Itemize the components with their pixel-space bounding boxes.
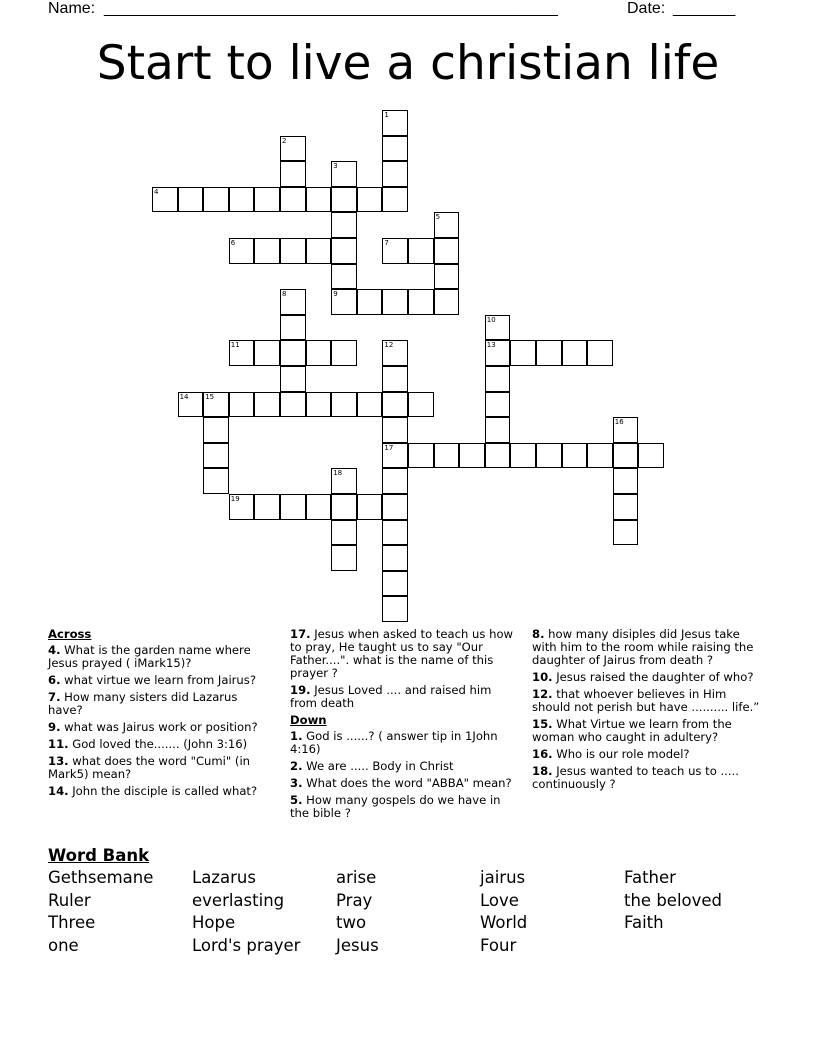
crossword-cell[interactable] xyxy=(434,443,460,469)
crossword-cell[interactable] xyxy=(331,289,357,315)
crossword-cell[interactable] xyxy=(485,417,511,443)
cell-number: 19 xyxy=(230,495,240,503)
crossword-cell[interactable] xyxy=(562,443,588,469)
clue-down-10: 10. Jesus raised the daughter of who? xyxy=(532,670,754,684)
clue-down-5: 5. How many gospels do we have in the bible ? xyxy=(290,793,501,820)
cell-number: 18 xyxy=(333,469,343,478)
crossword-cell[interactable] xyxy=(331,520,357,546)
word-bank-word: Lazarus xyxy=(192,868,256,887)
clues-column-1 xyxy=(48,628,273,802)
crossword-cell[interactable] xyxy=(382,136,408,162)
crossword-cell[interactable] xyxy=(331,212,357,238)
cell-number: 8 xyxy=(282,290,287,299)
crossword-cell[interactable] xyxy=(254,238,280,264)
crossword-cell[interactable] xyxy=(357,494,383,520)
crossword-cell[interactable] xyxy=(613,494,639,520)
word-bank-list xyxy=(48,868,768,956)
cell-number: 12 xyxy=(384,341,394,350)
crossword-cell[interactable] xyxy=(382,366,408,392)
crossword-cell[interactable] xyxy=(382,494,408,520)
cell-number: 6 xyxy=(230,239,236,247)
clue-down-1: 1. God is ......? ( answer tip in 1John 4:16) xyxy=(290,729,498,756)
crossword-cell[interactable] xyxy=(280,238,306,264)
crossword-cell[interactable] xyxy=(408,238,434,264)
word-bank-title: Word Bank xyxy=(48,846,150,865)
clue-across-6: 6. what virtue we learn from Jairus? xyxy=(48,673,256,687)
word-bank-word: Lord's prayer xyxy=(192,935,301,955)
crossword-cell[interactable] xyxy=(229,238,255,264)
crossword-cell[interactable] xyxy=(331,468,357,494)
crossword-cell[interactable] xyxy=(382,187,408,213)
crossword-cell[interactable] xyxy=(203,392,229,418)
cell-number: 11 xyxy=(230,341,240,350)
cell-number: 3 xyxy=(333,162,338,171)
crossword-cell[interactable] xyxy=(536,443,562,469)
crossword-cell[interactable] xyxy=(613,443,639,469)
clue-down-3: 3. What does the word "ABBA" mean? xyxy=(290,776,512,790)
cell-number: 5 xyxy=(435,213,441,222)
word-bank-word: Faith xyxy=(624,913,664,932)
crossword-cell[interactable] xyxy=(382,238,408,264)
down-heading: Down xyxy=(290,713,327,727)
crossword-cell[interactable] xyxy=(331,545,357,571)
crossword-cell[interactable] xyxy=(280,366,306,392)
crossword-cell[interactable] xyxy=(280,289,306,315)
crossword-cell[interactable] xyxy=(382,340,408,366)
crossword-cell[interactable] xyxy=(357,187,383,213)
cell-number: 17 xyxy=(384,443,394,452)
clue-across-11: 11. God loved the....... (John 3:16) xyxy=(48,737,248,751)
crossword-cell[interactable] xyxy=(203,443,229,469)
word-bank-word: Ruler xyxy=(48,890,91,910)
cell-number: 16 xyxy=(614,418,624,427)
cell-number: 9 xyxy=(333,290,338,299)
crossword-cell[interactable] xyxy=(485,340,511,366)
word-bank-word: Jesus xyxy=(336,935,379,955)
crossword-cell[interactable] xyxy=(485,315,511,341)
crossword-cell[interactable] xyxy=(587,443,613,469)
crossword-cell[interactable] xyxy=(382,110,408,136)
crossword-cell[interactable] xyxy=(306,238,332,264)
crossword-cell[interactable] xyxy=(408,443,434,469)
crossword-cell[interactable] xyxy=(331,494,357,520)
cell-number: 15 xyxy=(205,392,215,401)
crossword-cell[interactable] xyxy=(434,212,460,238)
page-title: Start to live a christian life xyxy=(96,36,720,91)
crossword-cell[interactable] xyxy=(587,340,613,366)
crossword-cell[interactable] xyxy=(485,443,511,469)
cell-number: 10 xyxy=(486,315,496,324)
crossword-cell[interactable] xyxy=(254,392,280,418)
crossword-cell[interactable] xyxy=(382,289,408,315)
cell-number: 4 xyxy=(154,187,159,196)
clue-across-14: 14. John the disciple is called what? xyxy=(48,784,258,798)
clue-across-13: 13. what does the word "Cumi" (in Mark5) mean? xyxy=(48,754,251,781)
clue-across-17: 17. Jesus when asked to teach us how to pray, He taught us to say "Our Father....". what is the name of this prayer ? xyxy=(290,627,514,680)
crossword-cell[interactable] xyxy=(382,161,408,187)
crossword-cell[interactable] xyxy=(408,392,434,418)
crossword-cell[interactable] xyxy=(510,340,536,366)
crossword-cell[interactable] xyxy=(254,187,280,213)
clues-column-3 xyxy=(532,628,762,795)
crossword-cell[interactable] xyxy=(613,417,639,443)
crossword-cell[interactable] xyxy=(306,187,332,213)
crossword-cell[interactable] xyxy=(152,187,178,213)
crossword-cell[interactable] xyxy=(459,443,485,469)
crossword-cell[interactable] xyxy=(203,187,229,213)
crossword-cell[interactable] xyxy=(382,596,408,622)
crossword-cell[interactable] xyxy=(485,366,511,392)
crossword-cell[interactable] xyxy=(357,289,383,315)
word-bank-word: Gethsemane xyxy=(48,868,154,887)
cell-number: 2 xyxy=(282,136,287,145)
word-bank-word: arise xyxy=(336,868,377,887)
word-bank-word: Love xyxy=(480,890,519,910)
crossword-cell[interactable] xyxy=(280,136,306,162)
crossword-cell[interactable] xyxy=(331,392,357,418)
crossword-cell[interactable] xyxy=(229,187,255,213)
clue-down-16: 16. Who is our role model? xyxy=(532,747,690,761)
clue-down-18: 18. Jesus wanted to teach us to ..... continuously ? xyxy=(532,764,739,791)
word-bank-word: jairus xyxy=(480,868,526,887)
crossword-cell[interactable] xyxy=(510,443,536,469)
crossword-cell[interactable] xyxy=(382,571,408,597)
clue-down-12: 12. that whoever believes in Him should not perish but have .......... life.” xyxy=(532,687,760,714)
word-bank-word: two xyxy=(336,913,367,932)
word-bank-word: everlasting xyxy=(192,890,285,910)
cell-number: 14 xyxy=(179,392,189,401)
crossword-cell[interactable] xyxy=(331,264,357,290)
crossword-cell[interactable] xyxy=(536,340,562,366)
crossword-cell[interactable] xyxy=(562,340,588,366)
crossword-cell[interactable] xyxy=(331,161,357,187)
crossword-cell[interactable] xyxy=(382,468,408,494)
word-bank-word: Hope xyxy=(192,913,236,932)
clue-across-7: 7. How many sisters did Lazarus have? xyxy=(48,690,238,717)
word-bank-word: the beloved xyxy=(624,890,723,910)
crossword-cell[interactable] xyxy=(434,238,460,264)
crossword-cell[interactable] xyxy=(280,187,306,213)
word-bank-word: one xyxy=(48,935,79,955)
cell-number: 13 xyxy=(486,341,496,350)
crossword-cell[interactable] xyxy=(357,392,383,418)
name-field[interactable]: ___________________________________________________ xyxy=(104,0,558,17)
crossword-cell[interactable] xyxy=(382,520,408,546)
word-bank xyxy=(48,846,768,956)
crossword-cell[interactable] xyxy=(280,392,306,418)
cell-number: 1 xyxy=(384,111,389,119)
crossword-cell[interactable] xyxy=(229,340,255,366)
crossword-cell[interactable] xyxy=(408,289,434,315)
crossword-cell[interactable] xyxy=(382,392,408,418)
crossword-cell[interactable] xyxy=(434,264,460,290)
crossword-cell[interactable] xyxy=(331,340,357,366)
crossword-cell[interactable] xyxy=(229,392,255,418)
crossword-cell[interactable] xyxy=(178,187,204,213)
clue-across-4: 4. What is the garden name where Jesus prayed ( iMark15)? xyxy=(48,643,251,670)
crossword-cell[interactable] xyxy=(613,520,639,546)
crossword-cell[interactable] xyxy=(178,392,204,418)
crossword-cell[interactable] xyxy=(306,392,332,418)
date-label: Date: xyxy=(627,0,666,17)
crossword-cell[interactable] xyxy=(306,340,332,366)
clue-down-2: 2. We are ..... Body in Christ xyxy=(290,759,454,773)
crossword-cell[interactable] xyxy=(280,494,306,520)
across-heading: Across xyxy=(48,627,92,641)
crossword-cell[interactable] xyxy=(331,187,357,213)
cell-number: 7 xyxy=(384,239,389,247)
name-label: Name: xyxy=(48,0,96,17)
clue-across-19: 19. Jesus Loved .... and raised him from death xyxy=(290,683,492,710)
word-bank-word: Four xyxy=(480,935,517,955)
crossword-cell[interactable] xyxy=(485,392,511,418)
crossword-cell[interactable] xyxy=(280,315,306,341)
crossword-cell[interactable] xyxy=(638,443,664,469)
crossword-cell[interactable] xyxy=(613,468,639,494)
crossword-cell[interactable] xyxy=(203,468,229,494)
crossword-cell[interactable] xyxy=(331,238,357,264)
crossword-cell[interactable] xyxy=(382,417,408,443)
crossword-cell[interactable] xyxy=(306,494,332,520)
crossword-cell[interactable] xyxy=(280,161,306,187)
crossword-cell[interactable] xyxy=(434,289,460,315)
word-bank-word: World xyxy=(480,913,528,932)
crossword-cell[interactable] xyxy=(382,545,408,571)
crossword-cell[interactable] xyxy=(254,340,280,366)
word-bank-word: Three xyxy=(48,913,96,932)
word-bank-word: Father xyxy=(624,868,676,887)
crossword-cell[interactable] xyxy=(203,417,229,443)
clue-across-9: 9. what was Jairus work or position? xyxy=(48,720,258,734)
crossword-cell[interactable] xyxy=(229,494,255,520)
crossword-cell[interactable] xyxy=(280,340,306,366)
crossword-cell[interactable] xyxy=(254,494,280,520)
clue-down-8: 8. how many disiples did Jesus take with him to the room while raising the daughter of Jairus from death ? xyxy=(532,627,754,667)
clues-column-2 xyxy=(290,628,520,824)
date-field[interactable]: _______ xyxy=(673,0,736,17)
clue-down-15: 15. What Virtue we learn from the woman who caught in adultery? xyxy=(532,717,732,744)
crossword-cell[interactable] xyxy=(382,443,408,469)
word-bank-word: Pray xyxy=(336,890,373,910)
